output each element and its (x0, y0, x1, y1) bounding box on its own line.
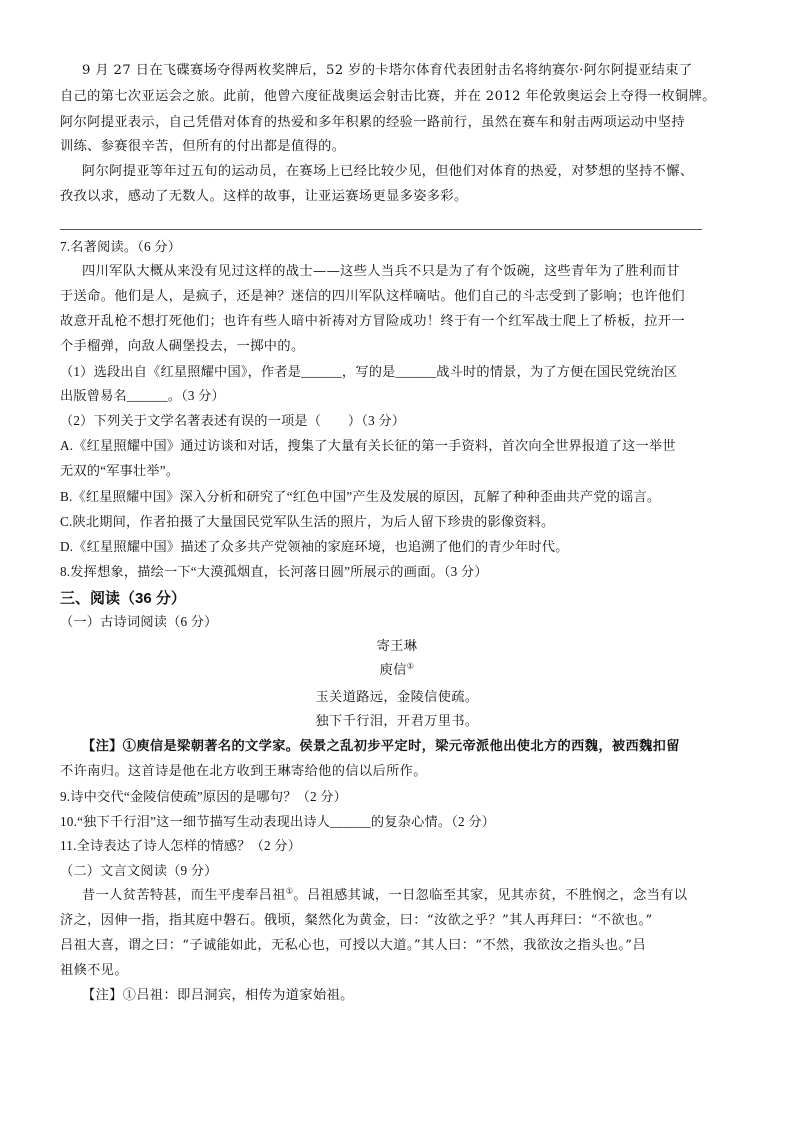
question-7-1-cont: 出版曾易名______。（3 分） (60, 388, 225, 403)
classical-line: 济之，因伸一指，指其庭中磐石。俄顷，粲然化为黄金，曰：“汝欲之乎？”其人再拜曰：“不欲也。” (60, 913, 653, 928)
section-title: 三、阅读（36 分） (60, 590, 186, 607)
question-10: 10.“独下千行泪”这一细节描写生动表现出诗人______的复杂心情。（2 分） (60, 814, 496, 829)
classical-line: 昔一人贫苦特甚，而生平虔奉吕祖①。吕祖感其诚，一日忽临至其家，见其赤贫，不胜悯之，念当有以 (82, 886, 688, 903)
question-7-title: 7.名著阅读。（6 分） (60, 239, 182, 254)
passage-line: 孜孜以求，感动了无数人。这样的故事，让亚运赛场更显多姿多彩。 (60, 189, 468, 204)
option-a: A.《红星照耀中国》通过访谈和对话，搜集了大量有关长征的第一手资料，首次向全世界报道了这一举世 (60, 438, 676, 453)
question-9: 9.诗中交代“金陵信使疏”原因的是哪句？（2 分） (60, 789, 348, 804)
passage-line: 阿尔阿提亚等年过五旬的运动员，在赛场上已经比较少见，但他们对体育的热爱，对梦想的坚持不懈、 (82, 164, 694, 179)
poem-line: 独下千行泪，开君万里书。 (315, 714, 479, 729)
footnote-mark: ① (285, 886, 294, 896)
excerpt-line: 于送命。他们是人，是疯子，还是神？迷信的四川军队这样嘀咕。他们自己的斗志受到了影响；也许他们 (60, 289, 686, 304)
divider (60, 229, 702, 230)
option-a-cont: 无双的“军事壮举”。 (60, 463, 180, 478)
question-11: 11.全诗表达了诗人怎样的情感？（2 分） (60, 838, 302, 853)
poem-note-cont: 不许南归。这首诗是他在北方收到王琳寄给他的信以后所作。 (60, 764, 427, 779)
classical-line: 吕祖大喜，谓之曰：“子诚能如此，无私心也，可授以大道。”其人曰：“不然，我欲汝之指头也。”吕 (60, 938, 647, 953)
poem-author: 庾信① (379, 661, 415, 678)
question-7-2: （2）下列关于文学名著表述有误的一项是（ ）（3 分） (60, 413, 406, 428)
classical-line: 祖倏不见。 (60, 963, 128, 978)
question-7-1: （1）选段出自《红星照耀中国》，作者是______，写的是______战斗时的情景，为了方便在国民党统治区 (60, 364, 678, 379)
passage-line: 训练、参赛很辛苦，但所有的付出都是值得的。 (60, 139, 346, 154)
part-1-title: （一）古诗词阅读（6 分） (60, 614, 218, 629)
poem-line: 玉关道路远，金陵信使疏。 (315, 690, 479, 705)
option-d: D.《红星照耀中国》描述了众多共产党领袖的家庭环境，也追溯了他们的青少年时代。 (60, 539, 569, 554)
poem-title: 寄王琳 (376, 639, 418, 654)
classical-note: 【注】①吕祖：即吕洞宾，相传为道家始祖。 (82, 988, 354, 1003)
excerpt-line: 故意开乱枪不想打死他们；也许有些人暗中祈祷对方冒险成功！终于有一个红军战士爬上了桥板，拉开一 (60, 314, 686, 329)
poem-note: 【注】①庾信是梁朝著名的文学家。侯景之乱初步平定时，梁元帝派他出使北方的西魏，被西魏扣留 (82, 739, 680, 754)
excerpt-line: 个手榴弹，向敌人碉堡投去，一掷中的。 (60, 339, 305, 354)
footnote-mark: ① (406, 661, 415, 671)
question-8: 8.发挥想象，描绘一下“大漠孤烟直，长河落日圆”所展示的画面。（3 分） (60, 564, 488, 579)
option-b: B.《红星照耀中国》深入分析和研究了“红色中国”产生及发展的原因，瓦解了种种歪曲共产党的谣言。 (60, 489, 661, 504)
passage-line: 9 月 27 日在飞碟赛场夺得两枚奖牌后，52 岁的卡塔尔体育代表团射击名将纳赛尔·阿尔阿提亚结束了 (82, 63, 693, 78)
part-2-title: （二）文言文阅读（9 分） (60, 863, 218, 878)
option-c: C.陕北期间，作者拍摄了大量国民党军队生活的照片，为后人留下珍贵的影像资料。 (60, 514, 555, 529)
passage-line: 自己的第七次亚运会之旅。此前，他曾六度征战奥运会射击比赛，并在 2012 年伦敦奥运会上夺得一枚铜牌。 (60, 89, 716, 104)
passage-line: 阿尔阿提亚表示，自己凭借对体育的热爱和多年积累的经验一路前行，虽然在赛车和射击两项运动中坚持 (60, 115, 686, 130)
excerpt-line: 四川军队大概从来没有见过这样的战士——这些人当兵不只是为了有个饭碗，这些青年为了胜利而甘 (82, 264, 680, 279)
